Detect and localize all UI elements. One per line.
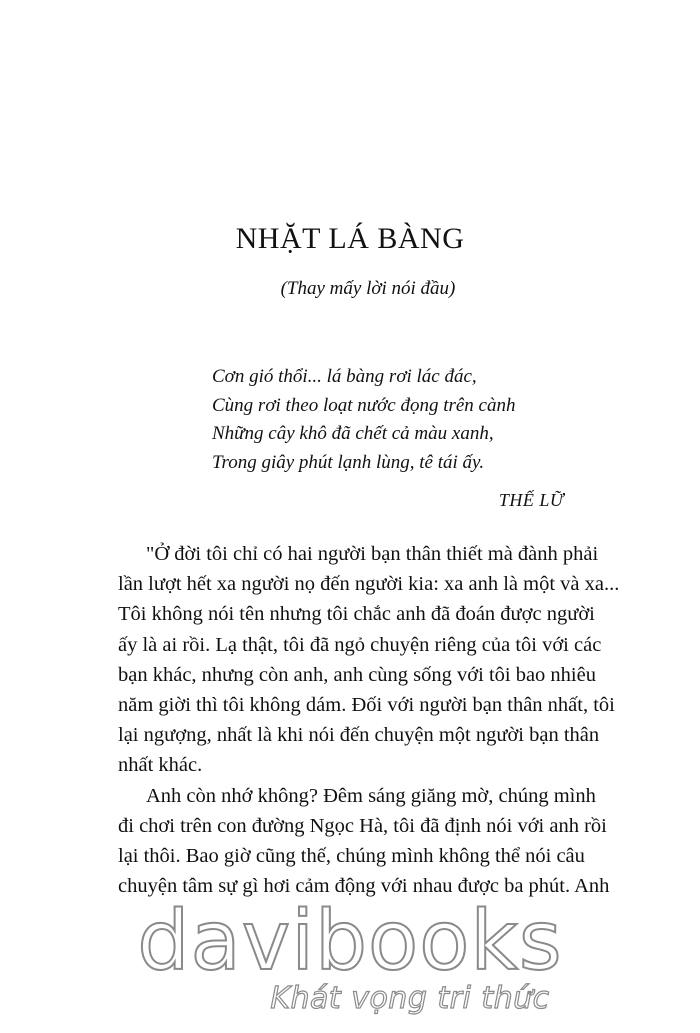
text-line: nhất khác.: [118, 754, 203, 777]
poem-line: Cơn gió thổi... lá bàng rơi lác đác,: [212, 366, 477, 387]
watermark-logo: davibooks: [137, 894, 563, 989]
paragraph-1: [118, 539, 620, 781]
text-line: lại ngượng, nhất là khi nói đến chuyện một người bạn thân: [118, 724, 600, 747]
poem-line: Trong giây phút lạnh lùng, tê tái ấy.: [212, 451, 485, 473]
poem-line: Những cây khô đã chết cả màu xanh,: [212, 423, 494, 444]
chapter-title: NHẶT LÁ BÀNG: [235, 222, 465, 255]
paragraph-2: [118, 781, 610, 902]
text-line: "Ở đời tôi chỉ có hai người bạn thân thiết mà đành phải: [146, 543, 599, 565]
text-line: lần lượt hết xa người nọ đến người kia: xa anh là một và xa...: [118, 573, 620, 596]
watermark-tagline: Khát vọng tri thức: [270, 981, 550, 1016]
text-line: Tôi không nói tên nhưng tôi chắc anh đã đoán được người: [118, 603, 595, 626]
text-line: Anh còn nhớ không? Đêm sáng giăng mờ, chúng mình: [146, 784, 596, 807]
publisher-watermark: [0, 894, 700, 1016]
text-line: đi chơi trên con đường Ngọc Hà, tôi đã định nói với anh rồi: [118, 814, 607, 837]
text-line: lại thôi. Bao giờ cũng thế, chúng mình không thể nói câu: [118, 845, 585, 868]
epigraph-poem: [212, 363, 515, 477]
chapter-subtitle: (Thay mấy lời nói đầu): [280, 278, 456, 299]
text-line: chuyện tâm sự gì hơi cảm động với nhau được ba phút. Anh: [118, 875, 610, 898]
text-line: bạn khác, nhưng còn anh, anh cùng sống với tôi bao nhiêu: [118, 663, 596, 686]
body-text: [118, 539, 620, 901]
poem-line: Cùng rơi theo loạt nước đọng trên cành: [212, 394, 516, 416]
text-line: năm giời thì tôi không dám. Đối với người bạn thân nhất, tôi: [118, 694, 615, 717]
poem-author: THẾ LỮ: [498, 490, 564, 510]
text-line: ấy là ai rồi. Lạ thật, tôi đã ngỏ chuyện riêng của tôi với các: [118, 633, 602, 656]
